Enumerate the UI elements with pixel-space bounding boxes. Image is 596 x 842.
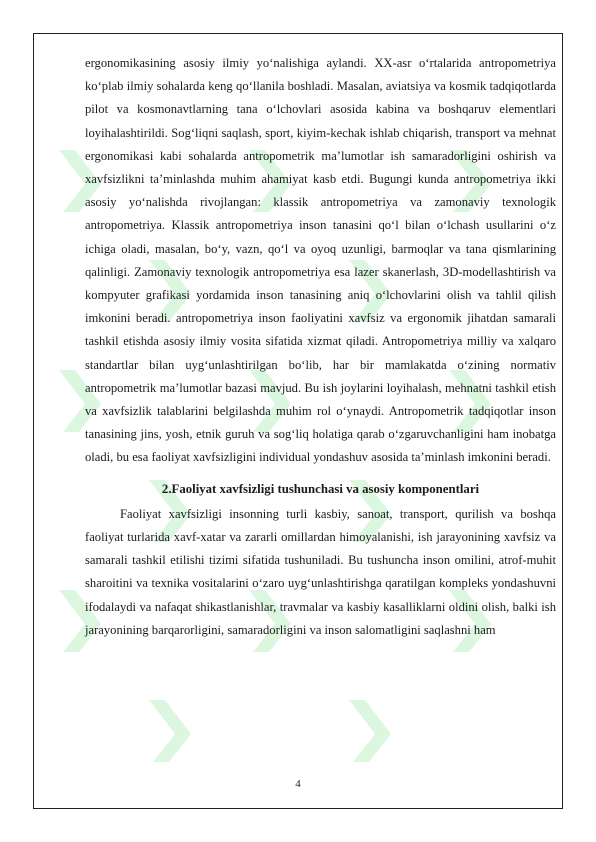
section-heading [85, 478, 556, 501]
paragraph-1: ergonomikasining asosiy ilmiy yo‘nalishiga aylandi. XX-asr o‘rtalarida antropometriya ko‘plab ilmiy sohalarda keng qo‘llanila boshladi. Masalan, aviatsiya va kosmik tadqiqotlarda pilot va kosmonavtlarning tana o‘lchovlari asosida kabina va boshqaruv elementlari loyihalashtirildi. Sog‘liqni saqlash, sport, kiyim-kechak ishlab chiqarish, transport va mehnat ergonomikasi kabi sohalarda antropometrik ma’lumotlar ish samaradorligini oshirish va xavfsizlikni ta’minlashda muhim ahamiyat kasb etdi. Bugungi kunda antropometriya ikki asosiy yo‘nalishda rivojlangan: klassik antropometriya va zamonaviy texnologik antropometriya. Klassik antropometriya inson tanasini qo‘l bilan o‘lchash usullarini o‘z ichiga oladi, masalan, bo‘y, vazn, qo‘l va oyoq uzunligi, barmoqlar va tana qismlarining qalinligi. Zamonaviy texnologik antropometriya esa lazer skanerlash, 3D-modellashtirish va kompyuter grafikasi yordamida inson tanasining aniq o‘lchovlarini olish va tahlil qilish imkonini beradi. antropometriya inson faoliyatini xavfsiz va ergonomik jihatdan samarali tashkil etishda asosiy ilmiy vosita sifatida xizmat qiladi. Antropometriya milliy va xalqaro standartlar bilan uyg‘unlashtirilgan bo‘lib, har bir mamlakatda o‘zining normativ antropometrik ma’lumotlar bazasi mavjud. Bu ish joylarini loyihalash, mehnatni tashkil etish va xavfsizlik talablarini belgilashda muhim rol o‘ynaydi. Antropometrik tadqiqotlar inson tanasining jins, yosh, etnik guruh va sog‘liq holatiga qarab o‘zgaruvchanligini ham inobatga oladi, bu esa faoliyat xavfsizligini individual yondashuv asosida ta’minlash imkonini beradi. [85, 56, 556, 465]
paragraph-2: Faoliyat xavfsizligi insonning turli kasbiy, sanoat, transport, qurilish va boshqa faoliyat turlarida xavf-xatar va zararli omillardan himoyalanishi, ish jarayonining xavfsiz va samarali tashkil etilishi tizimi sifatida tushuniladi. Bu tushuncha inson omilini, atrof-muhit sharoitini va texnika vositalarini o‘zaro uyg‘unlashtirishga qaratilgan kompleks yondashuvni ifodalaydi va nafaqat shikastlanishlar, travmalar va kasbiy kasalliklarni oldini olish, balki ish jarayonining barqarorligini, samaradorligini va inson salomatligini saqlashni ham [85, 506, 556, 637]
heading-number: 2. [161, 481, 172, 496]
document-body [85, 52, 556, 642]
heading-text: Faoliyat xavfsizligi tushunchasi va asosiy komponentlari [171, 481, 480, 496]
page-number: 4 [295, 778, 301, 790]
